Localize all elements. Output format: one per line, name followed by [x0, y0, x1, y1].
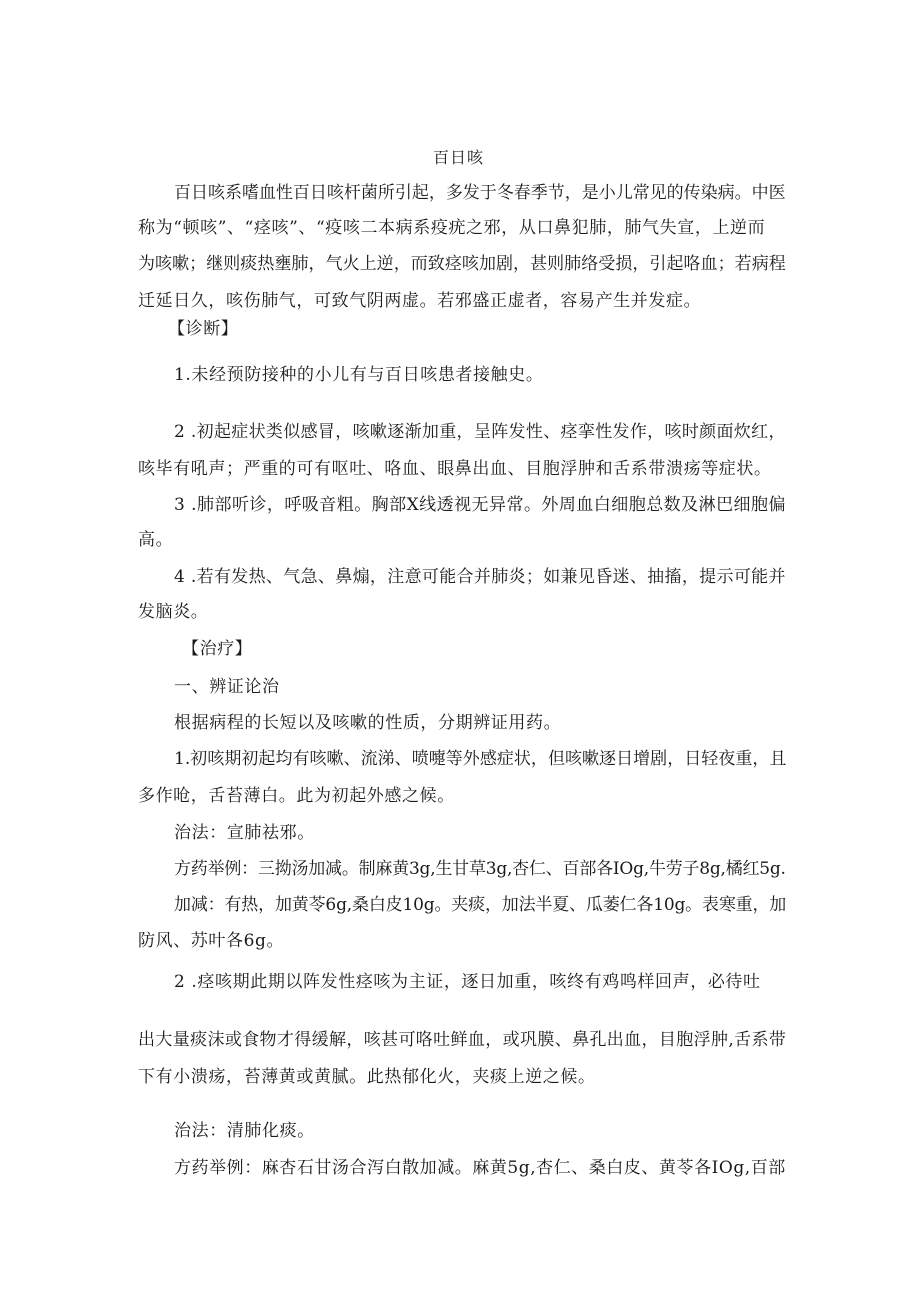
treatment-line: 下有小溃疡，苔薄黄或黄腻。此热郁化火，夹痰上逆之候。: [138, 1067, 596, 1087]
treatment-line: 多作呛，舌苔薄白。此为初起外感之候。: [138, 786, 455, 806]
intro-line: 迁延日久，咳伤肺气，可致气阴两虚。若邪盛正虚者，容易产生并发症。: [138, 291, 702, 311]
diagnosis-line: 高。: [138, 530, 174, 550]
diagnosis-heading: 【诊断】: [168, 319, 239, 339]
treatment-line: 防风、苏叶各6g。: [138, 931, 285, 951]
intro-line: 百日咳系嗜血性百日咳杆菌所引起，多发于冬春季节，是小儿常见的传染病。中医: [174, 183, 786, 203]
treatment-line: 治法：宣肺祛邪。: [174, 823, 315, 843]
diagnosis-line: 2 .初起症状类似感冒，咳嗽逐渐加重，呈阵发性、痉挛性发作，咳时颜面炊红，: [174, 422, 786, 442]
treatment-line: 方药举例：三拗汤加减。制麻黄3g,生甘草3g,杏仁、百部各IOg,牛劳子8g,橘红5g.: [174, 859, 786, 879]
treatment-line: 1.初咳期初起均有咳嗽、流涕、喷嚏等外感症状，但咳嗽逐日增剧，日轻夜重，且: [174, 749, 787, 769]
diagnosis-line: 1.未经预防接种的小儿有与百日咳患者接触史。: [174, 365, 544, 385]
treatment-line: 方药举例：麻杏石甘汤合泻白散加减。麻黄5g,杏仁、桑白皮、黄苓各IOg,百部: [174, 1158, 786, 1178]
diagnosis-line: 3 .肺部听诊，呼吸音粗。胸部X线透视无异常。外周血白细胞总数及淋巴细胞偏: [174, 495, 786, 515]
diagnosis-line: 咳毕有吼声；严重的可有呕吐、咯血、眼鼻出血、目胞浮肿和舌系带溃疡等症状。: [138, 459, 772, 479]
treatment-line: 出大量痰沫或食物才得缓解，咳甚可咯吐鲜血，或巩膜、鼻孔出血，目胞浮肿,舌系带: [138, 1030, 787, 1050]
treatment-line: 一、辨证论治: [174, 677, 280, 697]
treatment-line: 治法：清肺化痰。: [174, 1121, 315, 1141]
diagnosis-line: 发脑炎。: [138, 602, 209, 622]
treatment-line: 2 .痉咳期此期以阵发性痉咳为主证，逐日加重，咳终有鸡鸣样回声，必待吐: [174, 972, 761, 992]
treatment-heading: 【治疗】: [182, 639, 253, 659]
intro-line: 称为“顿咳”、“痉咳”、“疫咳二本病系疫疣之邪，从口鼻犯肺，肺气失宣，上逆而: [138, 218, 766, 238]
treatment-line: 根据病程的长短以及咳嗽的性质，分期辨证用药。: [174, 713, 562, 733]
document-title: 百日咳: [433, 148, 485, 167]
intro-line: 为咳嗽；继则痰热壅肺，气火上逆，而致痉咳加剧，甚则肺络受损，引起咯血；若病程: [138, 254, 786, 274]
treatment-line: 加减：有热，加黄苓6g,桑白皮10g。夹痰，加法半夏、瓜萎仁各10g。表寒重，加: [174, 895, 787, 915]
diagnosis-line: 4 .若有发热、气急、鼻煽，注意可能合并肺炎；如兼见昏迷、抽搐，提示可能并: [174, 567, 786, 587]
